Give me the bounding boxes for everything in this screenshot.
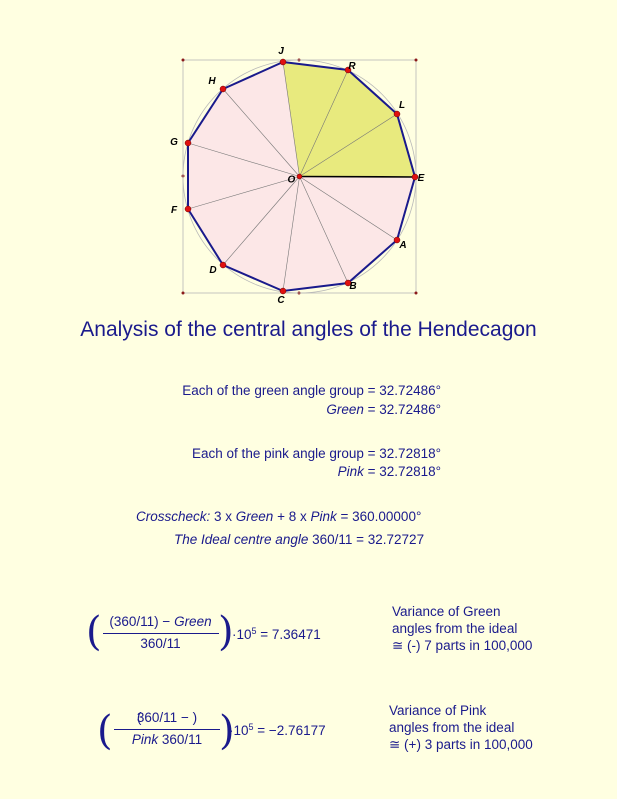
- green-value-line: [326, 402, 441, 417]
- frame-dot: [182, 59, 185, 62]
- formula1-num-text: (360/11) −: [109, 614, 175, 629]
- label-F: F: [170, 205, 178, 216]
- formula2-den-text: 360/11: [158, 732, 203, 747]
- frame-dot: [415, 292, 418, 295]
- formula2-result: [229, 722, 326, 738]
- green-var: Green: [326, 402, 364, 417]
- frame-dot: [415, 59, 418, 62]
- ideal-angle-line: [174, 532, 424, 547]
- vertex-L: [394, 111, 400, 117]
- green-value: = 32.72486°: [363, 402, 441, 417]
- formula2-num-text: 360/11 − ): [136, 710, 198, 725]
- formula2-den-var: Pink: [131, 732, 159, 747]
- formula1-note-line: Variance of Green: [392, 604, 501, 619]
- pink-value: = 32.72818°: [363, 464, 441, 479]
- formula1-exp: 5: [251, 626, 257, 636]
- label-H: H: [208, 76, 216, 87]
- label-O: O: [287, 174, 296, 186]
- label-C: C: [277, 295, 285, 306]
- pink-var: Pink: [337, 464, 364, 479]
- label-J: J: [278, 46, 284, 57]
- crosscheck-pink: Pink: [310, 509, 337, 524]
- radius-E: [300, 177, 416, 178]
- frame-dot: [182, 292, 185, 295]
- crosscheck-t2: + 8 x: [273, 509, 311, 524]
- vertex-O: [297, 174, 302, 179]
- crosscheck-label: Crosscheck:: [136, 509, 211, 524]
- label-G: G: [170, 137, 178, 148]
- page-title: Analysis of the central angles of the Hendecagon: [80, 318, 537, 341]
- formula1-denominator: 360/11: [140, 636, 181, 651]
- formula1-left-paren: (: [86, 609, 102, 655]
- crosscheck-line: [136, 509, 421, 524]
- crosscheck-t1: 3 x: [210, 509, 236, 524]
- formula1-note: [392, 603, 532, 654]
- formula1-fraction-bar: [103, 633, 219, 634]
- vertex-D: [220, 262, 226, 268]
- vertex-J: [280, 59, 286, 65]
- hendecagon-figure: [0, 0, 617, 310]
- vertex-F: [185, 206, 191, 212]
- formula2-right-paren: ): [219, 708, 235, 754]
- formula2-numerator: [112, 710, 222, 725]
- crosscheck-green: Green: [235, 509, 274, 524]
- formula2-note-line: ≅ (+) 3 parts in 100,000: [389, 737, 533, 752]
- vertex-G: [185, 140, 191, 146]
- formula1-factor: ·10: [232, 627, 252, 642]
- label-B: B: [349, 281, 357, 292]
- pink-value-line: [338, 464, 441, 479]
- formula2-fraction-bar: [114, 729, 220, 730]
- formula1-note-line: angles from the ideal: [392, 621, 518, 636]
- ideal-label: The Ideal centre angle: [174, 532, 309, 547]
- formula2-exp: 5: [248, 722, 254, 732]
- vertex-C: [280, 288, 286, 294]
- formula1-right-paren: ): [218, 609, 234, 655]
- formula1-num-var: Green: [174, 614, 212, 629]
- vertex-H: [220, 86, 226, 92]
- formula2-note: [389, 702, 533, 753]
- label-A: A: [399, 240, 407, 251]
- formula2-note-line: Variance of Pink: [389, 703, 487, 718]
- formula1-numerator: [103, 614, 218, 629]
- pink-angle-line: Each of the pink angle group = 32.72818°: [192, 446, 441, 461]
- label-E: E: [417, 173, 425, 184]
- formula2-denominator: [112, 732, 222, 747]
- label-D: D: [209, 265, 217, 276]
- ideal-value: 360/11 = 32.72727: [308, 532, 425, 547]
- formula2-factor: ·10: [229, 723, 249, 738]
- formula2-left-paren: (: [97, 708, 113, 754]
- label-R: R: [348, 61, 356, 72]
- label-L: L: [398, 100, 406, 111]
- formula2-note-line: angles from the ideal: [389, 720, 515, 735]
- crosscheck-t3: = 360.00000°: [336, 509, 422, 524]
- formula1-value: = 7.36471: [256, 627, 321, 642]
- formula2-value: = −2.76177: [253, 723, 326, 738]
- formula1-result: [232, 626, 321, 642]
- green-angle-line: Each of the green angle group = 32.72486°: [182, 383, 441, 398]
- formula1-note-line: ≅ (-) 7 parts in 100,000: [392, 638, 533, 653]
